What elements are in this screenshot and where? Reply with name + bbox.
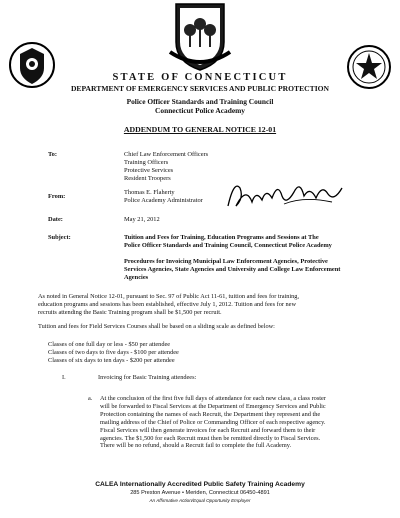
state-title: STATE OF CONNECTICUT (112, 72, 288, 83)
to-line: Resident Troopers (124, 175, 171, 182)
accreditation-footer: CALEA Internationally Accredited Public Safety Training Academy (95, 481, 305, 488)
item-letter: a. (88, 395, 93, 402)
item-line: Fiscal Services will then generate invoices for each Recruit and forward them to their (100, 426, 316, 434)
procedures-text (124, 258, 340, 282)
item-line: There will be no refund, should a Recruit fail to complete the full Academy. (100, 442, 292, 450)
date-label: Date: (48, 216, 63, 223)
item-line: will be forwarded to Fiscal Services at the Department of Emergency Services and Public (100, 402, 326, 410)
invoicing-item-text (100, 395, 326, 450)
to-line: Training Officers (124, 159, 169, 166)
section-title: Invoicing for Basic Training attendees: (98, 374, 197, 381)
to-line: Chief Law Enforcement Officers (124, 151, 209, 158)
fee-item: Classes of two days to five days - $100 per attendee (48, 348, 179, 356)
item-line: mailing address of the Chief of Police or Commanding Officer of each respective agency. (100, 418, 326, 426)
intro-paragraph (38, 293, 299, 317)
paragraph-line: education programs and sessions has been established, effective July 1, 2012. Tuition and fees for new (38, 300, 297, 308)
fee-schedule-list (48, 341, 179, 365)
procedures-line: Agencies (124, 274, 149, 281)
document-title: ADDENDUM TO GENERAL NOTICE 12-01 (123, 125, 277, 134)
section-number: I. (62, 374, 66, 381)
subject-text (124, 234, 332, 250)
subject-label: Subject: (48, 234, 71, 241)
handwritten-signature (224, 176, 346, 214)
sliding-scale-paragraph: Tuition and fees for Field Services Courses shall be based on a sliding scale as defined below: (38, 323, 275, 330)
from-sender (124, 189, 203, 205)
item-line: Protection containing the names of each Recruit, the Department they represent and the (100, 410, 321, 418)
academy-name: Connecticut Police Academy (155, 106, 245, 115)
address-footer: 285 Preston Avenue • Meriden, Connecticut 06450-4891 (130, 490, 270, 496)
to-line: Protective Services (124, 167, 174, 174)
item-line: At the conclusion of the first five full days of attendance for each new class, a class roster (100, 395, 326, 402)
connecticut-state-seal (168, 2, 232, 72)
to-recipients (124, 151, 208, 183)
subject-line: Police Officer Standards and Training Council, Connecticut Police Academy (124, 242, 332, 249)
from-name: Thomas E. Flaherty (124, 189, 175, 196)
to-label: To: (48, 151, 57, 158)
subject-line: Tuition and Fees for Training, Education Programs and Sessions at The (124, 234, 319, 241)
procedures-line: Services Agencies, State Agencies and University and College Law Enforcement (124, 266, 341, 273)
fee-item: Classes of six days to ten days - $200 per attendee (48, 356, 175, 364)
fee-item: Classes of one full day or less - $50 per attendee (48, 341, 171, 348)
paragraph-line: As noted in General Notice 12-01, pursuant to Sec. 97 of Public Act 11-61, tuition and fees for training, (38, 293, 300, 300)
procedures-line: Procedures for Invoicing Municipal Law Enforcement Agencies, Protective (124, 258, 328, 265)
paragraph-line: recruits attending the Basic Training program shall be $1,500 per recruit. (38, 308, 222, 316)
council-title (0, 97, 400, 115)
council-name: Police Officer Standards and Training Council (126, 97, 274, 106)
item-line: agencies. The $1,500 for each Recruit must then be remitted directly to Fiscal Services. (100, 434, 321, 442)
from-label: From: (48, 193, 66, 200)
from-title: Police Academy Administrator (124, 197, 203, 204)
memo-date: May 21, 2012 (124, 216, 160, 223)
eeo-footer: An Affirmative Action/Equal Opportunity Employer (149, 498, 251, 503)
department-title: DEPARTMENT OF EMERGENCY SERVICES AND PUBLIC PROTECTION (70, 84, 330, 93)
